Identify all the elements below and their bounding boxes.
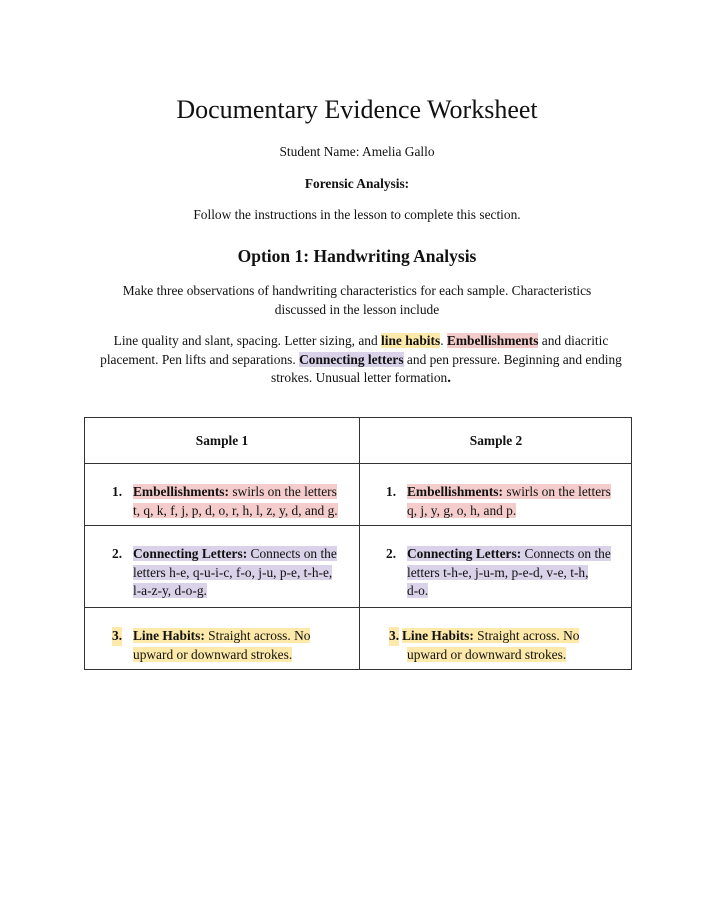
observation-key: Line Habits: bbox=[133, 628, 205, 643]
sample2-observation-2 bbox=[386, 545, 626, 605]
observation-line: t, q, k, f, j, p, d, o, r, h, l, z, y, d, and g. bbox=[133, 502, 338, 518]
forensic-heading: Forensic Analysis: bbox=[304, 176, 410, 191]
observation-line: q, j, y, g, o, h, and p. bbox=[407, 502, 517, 518]
observation-text bbox=[133, 627, 310, 664]
option-heading: Option 1: Handwriting Analysis bbox=[237, 246, 477, 266]
observation-line bbox=[133, 484, 337, 499]
observation-line bbox=[407, 546, 611, 561]
observation-line bbox=[407, 484, 611, 499]
line-habits-highlight: line habits bbox=[381, 333, 441, 348]
chars-text-3: and diacritic placement. Pen lifts and separations. bbox=[100, 333, 609, 367]
observation-text bbox=[402, 627, 579, 664]
observation-line: l-a-z-y, d-o-g. bbox=[133, 583, 207, 598]
connecting-letters-highlight: Connecting letters bbox=[299, 351, 404, 367]
observation-key: Connecting Letters: bbox=[133, 546, 248, 561]
intro-paragraph: Make three observations of handwriting characteristics for each sample. Characteristics discussed in the lesson include bbox=[122, 283, 592, 317]
header-sample-2: Sample 2 bbox=[469, 432, 523, 448]
observation-key: Embellishments: bbox=[133, 484, 229, 499]
observation-text bbox=[407, 483, 611, 520]
table-divider bbox=[85, 607, 631, 608]
sample1-observation-3 bbox=[112, 627, 352, 667]
observation-text bbox=[407, 545, 611, 601]
analysis-table bbox=[84, 417, 632, 670]
item-number: 1. bbox=[386, 484, 397, 499]
observation-line-text: Straight across. No bbox=[473, 628, 580, 643]
observation-line: letters h-e, q-u-i-c, f-o, j-u, p-e, t-h-e, bbox=[133, 564, 333, 580]
sample2-observation-1 bbox=[386, 483, 626, 523]
observation-line: d-o. bbox=[407, 583, 429, 598]
observation-line: upward or downward strokes. bbox=[133, 646, 293, 662]
embellishments-highlight: Embellishments bbox=[446, 333, 539, 348]
observation-text bbox=[133, 483, 338, 520]
item-number: 2. bbox=[112, 546, 123, 561]
observation-line: upward or downward strokes. bbox=[407, 646, 567, 662]
chars-text-2: . bbox=[440, 333, 447, 348]
observation-line: letters t-h-e, j-u-m, p-e-d, v-e, t-h, bbox=[407, 564, 589, 580]
observation-key: Connecting Letters: bbox=[407, 546, 522, 561]
item-number: 3. bbox=[112, 627, 122, 646]
student-name: Student Name: Amelia Gallo bbox=[279, 144, 435, 159]
header-sample-1: Sample 1 bbox=[195, 432, 249, 448]
sample2-observation-3 bbox=[389, 627, 629, 667]
observation-key: Embellishments: bbox=[407, 484, 503, 499]
observation-line bbox=[402, 628, 579, 643]
sample1-observation-1 bbox=[112, 483, 352, 523]
table-divider bbox=[85, 525, 631, 526]
observation-line-text: Connects on the bbox=[247, 546, 337, 561]
chars-text-1: Line quality and slant, spacing. Letter sizing, and bbox=[113, 333, 382, 348]
characteristics-paragraph bbox=[94, 332, 628, 388]
observation-text bbox=[133, 545, 337, 601]
item-number: 1. bbox=[112, 484, 123, 499]
observation-line-text: Straight across. No bbox=[204, 628, 311, 643]
observation-line-text: swirls on the letters bbox=[502, 484, 611, 499]
table-divider bbox=[85, 463, 631, 464]
page-title: Documentary Evidence Worksheet bbox=[176, 95, 538, 124]
item-number: 2. bbox=[386, 546, 397, 561]
observation-key: Line Habits: bbox=[402, 628, 474, 643]
observation-line bbox=[133, 546, 337, 561]
observation-line-text: swirls on the letters bbox=[228, 484, 337, 499]
chars-end: . bbox=[447, 370, 452, 386]
item-number: 3. bbox=[389, 627, 399, 646]
instructions: Follow the instructions in the lesson to complete this section. bbox=[193, 207, 521, 222]
observation-line bbox=[133, 628, 310, 643]
sample1-observation-2 bbox=[112, 545, 352, 605]
observation-line-text: Connects on the bbox=[521, 546, 611, 561]
chars-text-4: and pen pressure. Beginning and ending strokes. Unusual letter formation bbox=[270, 351, 622, 385]
